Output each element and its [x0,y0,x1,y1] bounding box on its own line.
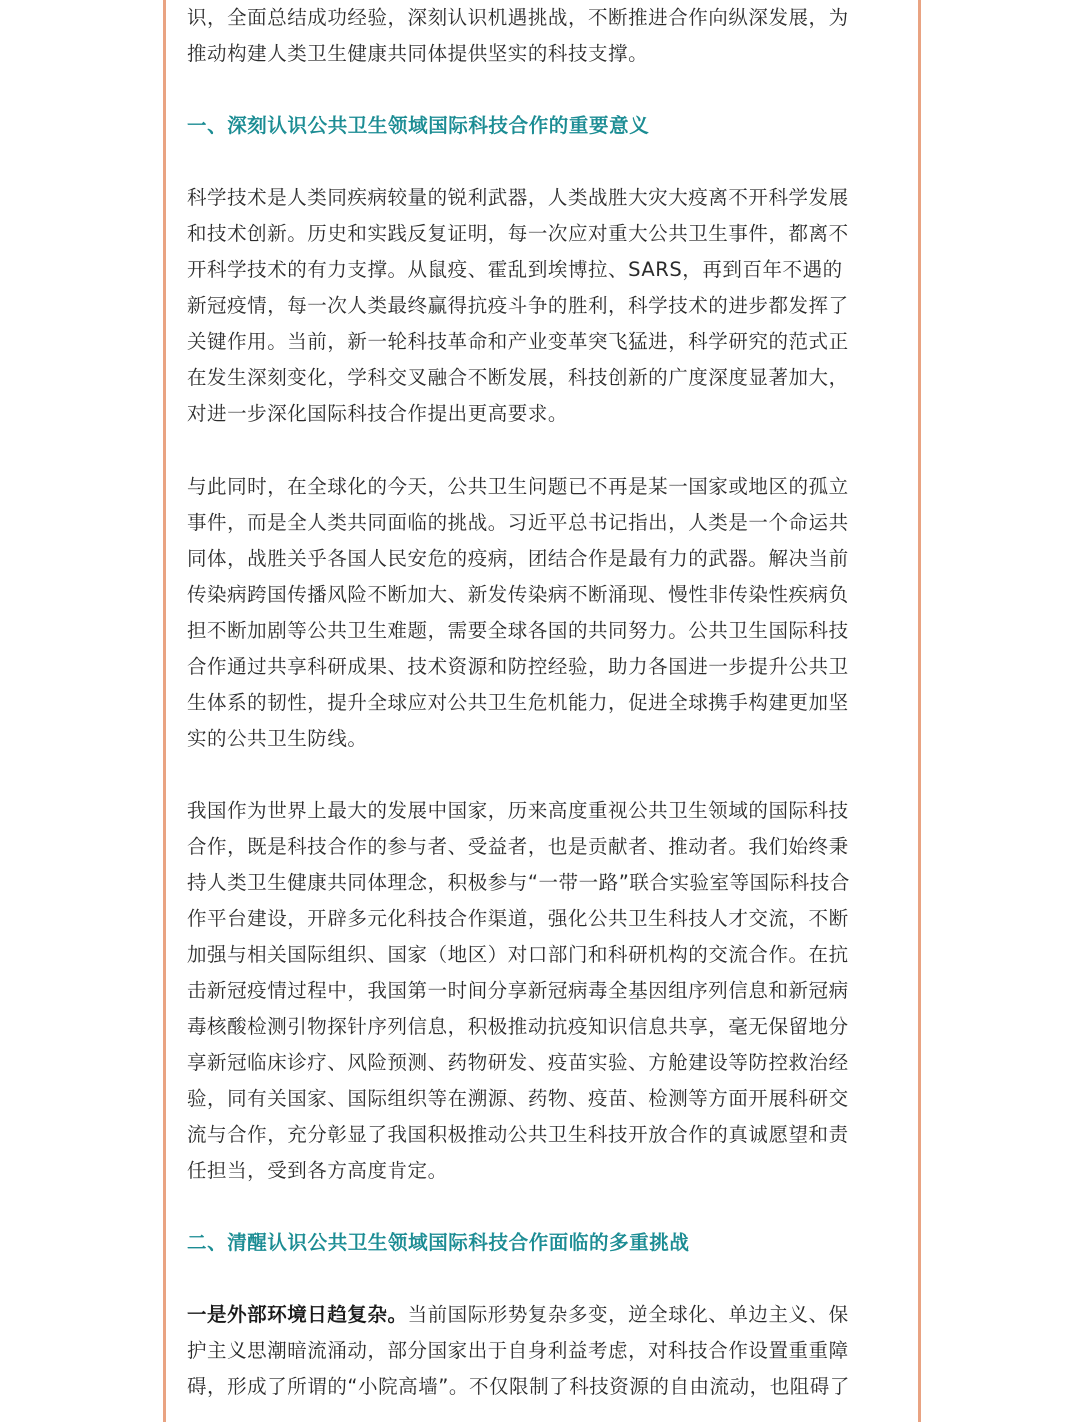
intro-paragraph [187,0,899,72]
text-line: 传染病跨国传播风险不断加大、新发传染病不断涌现、慢性非传染性疾病负 [187,583,849,606]
text-line: 新冠疫情，每一次人类最终赢得抗疫斗争的胜利，科学技术的进步都发挥了 [187,294,849,317]
text-line: 在发生深刻变化，学科交叉融合不断发展，科技创新的广度深度显著加大， [187,366,849,389]
section-heading-2: 二、清醒认识公共卫生领域国际科技合作面临的多重挑战 [187,1231,690,1254]
text-line: 验，同有关国家、国际组织等在溯源、药物、疫苗、检测等方面开展科研交 [187,1087,849,1110]
text-line: 毒核酸检测引物探针序列信息，积极推动抗疫知识信息共享，毫无保留地分 [187,1015,849,1038]
text-line: 推动构建人类卫生健康共同体提供坚实的科技支撑。 [187,42,649,65]
text-line: 击新冠疫情过程中，我国第一时间分享新冠病毒全基因组序列信息和新冠病 [187,979,849,1002]
text-line: 实的公共卫生防线。 [187,727,368,750]
text-line: 和技术创新。历史和实践反复证明，每一次应对重大公共卫生事件，都离不 [187,222,849,245]
text-line: 作平台建设，开辟多元化科技合作渠道，强化公共卫生科技人才交流，不断 [187,907,849,930]
section1-paragraph-1 [187,180,899,432]
text-line: 与此同时，在全球化的今天，公共卫生问题已不再是某一国家或地区的孤立 [187,475,849,498]
text-line: 加强与相关国际组织、国家（地区）对口部门和科研机构的交流合作。在抗 [187,943,849,966]
text-line: 关键作用。当前，新一轮科技革命和产业变革突飞猛进，科学研究的范式正 [187,330,849,353]
section1-paragraph-3 [187,793,899,1189]
text-line [187,1297,899,1333]
section-heading-1: 一、深刻认识公共卫生领域国际科技合作的重要意义 [187,114,650,137]
text-line: 识，全面总结成功经验，深刻认识机遇挑战，不断推进合作向纵深发展，为 [187,6,849,29]
text-line: 同体，战胜关乎各国人民安危的疫病，团结合作是最有力的武器。解决当前 [187,547,849,570]
text-line: 生体系的韧性，提升全球应对公共卫生危机能力，促进全球携手构建更加坚 [187,691,849,714]
text-line: 开科学技术的有力支撑。从鼠疫、霍乱到埃博拉、SARS，再到百年不遇的 [187,258,843,281]
text-line: 持人类卫生健康共同体理念，积极参与“一带一路”联合实验室等国际科技合 [187,871,850,894]
text-line: 合作，既是科技合作的参与者、受益者，也是贡献者、推动者。我们始终秉 [187,835,849,858]
text-line: 碍，形成了所谓的“小院高墙”。不仅限制了科技资源的自由流动，也阻碍了 [187,1375,850,1398]
text-line: 事件，而是全人类共同面临的挑战。习近平总书记指出，人类是一个命运共 [187,511,849,534]
text-line: 任担当，受到各方高度肯定。 [187,1159,448,1182]
text-line: 我国作为世界上最大的发展中国家，历来高度重视公共卫生领域的国际科技 [187,799,849,822]
text-line: 护主义思潮暗流涌动，部分国家出于自身利益考虑，对科技合作设置重重障 [187,1339,849,1362]
section1-paragraph-2 [187,469,899,757]
text-line: 担不断加剧等公共卫生难题，需要全球各国的共同努力。公共卫生国际科技 [187,619,849,642]
text-line: 对进一步深化国际科技合作提出更高要求。 [187,402,568,425]
text-line: 享新冠临床诊疗、风险预测、药物研发、疫苗实验、方舱建设等防控救治经 [187,1051,849,1074]
text-line: 合作通过共享科研成果、技术资源和防控经验，助力各国进一步提升公共卫 [187,655,849,678]
text-line: 流与合作，充分彰显了我国积极推动公共卫生科技开放合作的真诚愿望和责 [187,1123,849,1146]
lead-phrase: 一是外部环境日趋复杂。 [187,1303,408,1326]
text-run: 当前国际形势复杂多变，逆全球化、单边主义、保 [407,1303,849,1326]
text-line: 科学技术是人类同疾病较量的锐利武器，人类战胜大灾大疫离不开科学发展 [187,186,849,209]
section2-paragraph-1 [187,1297,899,1405]
